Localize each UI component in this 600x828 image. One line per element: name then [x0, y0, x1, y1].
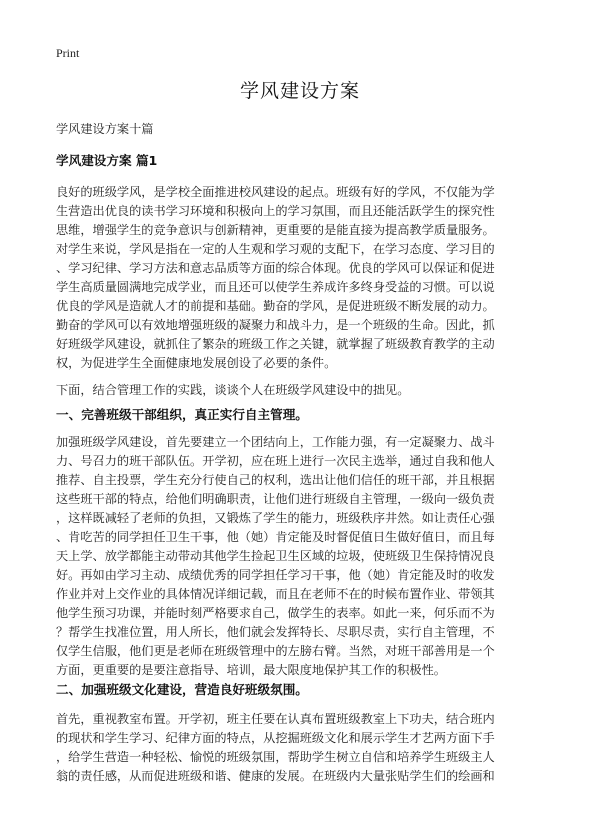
text-line: 这些班干部的特点，给他们明确职责，让他们进行班级自主管理，一级向一级负责 — [56, 492, 495, 506]
section-heading-1: 学风建设方案 篇1 — [56, 153, 158, 168]
text-line: 优良的学风是造就人才的前提和基础。勤奋的学风，是促进班级不断发展的动力。 — [56, 299, 495, 313]
text-line: 仅学生信服，他们更是老师在班级管理中的左膀右臂。当然，对班干部善用是一个 — [56, 644, 495, 658]
text-line: 他学生预习功课，并能时刻严格要求自己，做学生的表率。如此一来，何乐而不为 — [56, 606, 495, 620]
text-line: ，给学生营造一种轻松、愉悦的班级氛围，帮助学生树立自信和培养学生班级主人 — [56, 750, 495, 764]
text-line: 加强班级学风建设，首先要建立一个团结向上，工作能力强，有一定凝聚力、战斗 — [56, 435, 495, 449]
text-line: 权，为促进学生全面健康地发展创设了必要的条件。 — [56, 356, 337, 370]
text-line: 首先，重视教室布置。开学初，班主任要在认真布置班级教室上下功夫，结合班内 — [56, 712, 495, 726]
text-line: 下面，结合管理工作的实践，谈谈个人在班级学风建设中的拙见。 — [56, 383, 410, 397]
page-title: 学风建设方案 — [239, 80, 360, 102]
text-line: 学生高质量圆满地完成学业，而且还可以使学生养成许多终身受益的习惯。可以说 — [56, 280, 495, 294]
text-line: 生营造出优良的读书学习环境和积极向上的学习氛围，而且还能活跃学生的探究性 — [56, 204, 495, 218]
text-line: 作业并对上交作业的具体情况详细记载，而且在老师不在的时候布置作业、带领其 — [56, 587, 495, 601]
text-line: 、肯吃苦的同学担任卫生干事，他（她）肯定能及时督促值日生做好值日，而且每 — [56, 530, 495, 544]
text-line: 翁的责任感，从而促进班级和谐、健康的发展。在班级内大量张贴学生们的绘画和 — [56, 769, 495, 783]
document-subtitle: 学风建设方案十篇 — [56, 122, 154, 136]
text-line: 推荐、自主投票，学生充分行使自己的权利，选出让他们信任的班干部，并且根据 — [56, 473, 495, 487]
text-line: 、学习纪律、学习方法和意志品质等方面的综合体现。优良的学风可以保证和促进 — [56, 261, 495, 275]
text-line: ，这样既减轻了老师的负担，又锻炼了学生的能力，班级秩序井然。如让责任心强 — [56, 511, 495, 525]
section-heading-two: 二、加强班级文化建设，营造良好班级氛围。 — [56, 682, 308, 697]
text-line: 方面，更重要的是要注意指导、培训，最大限度地保护其工作的积极性。 — [56, 663, 446, 677]
text-line: 的现状和学生学习、纪律方面的特点，从挖掘班级文化和展示学生才艺两方面下手 — [56, 731, 495, 745]
text-line: 好班级学风建设，就抓住了繁杂的班级工作之关键，就掌握了班级教育教学的主动 — [56, 337, 495, 351]
text-line: 天上学、放学都能主动带动其他学生捡起卫生区域的垃圾，使班级卫生保持情况良 — [56, 549, 495, 563]
text-line: 力、号召力的班干部队伍。开学初，应在班上进行一次民主选举，通过自我和他人 — [56, 454, 495, 468]
text-line: 好。再如由学习主动、成绩优秀的同学担任学习干事，他（她）肯定能及时的收发 — [56, 568, 495, 582]
print-link[interactable]: Print — [56, 46, 80, 60]
paragraph-class-culture — [56, 710, 544, 786]
text-line: 对学生来说，学风是指在一定的人生观和学习观的支配下，在学习态度、学习目的 — [56, 242, 495, 256]
text-line: 思维，增强学生的竞争意识与创新精神，更重要的是能直接为提高教学质量服务。 — [56, 223, 495, 237]
text-line: ？帮学生找准位置，用人所长，他们就会发挥特长、尽职尽责，实行自主管理，不 — [56, 625, 495, 639]
text-line: 良好的班级学风，是学校全面推进校风建设的起点。班级有好的学风，不仅能为学 — [56, 185, 495, 199]
paragraph-transition — [56, 381, 544, 400]
paragraph-intro — [56, 183, 544, 373]
section-heading-one: 一、完善班级干部组织，真正实行自主管理。 — [56, 407, 308, 422]
paragraph-class-leaders — [56, 433, 544, 680]
text-line: 勤奋的学风可以有效地增强班级的凝聚力和战斗力，是一个班级的生命。因此，抓 — [56, 318, 495, 332]
